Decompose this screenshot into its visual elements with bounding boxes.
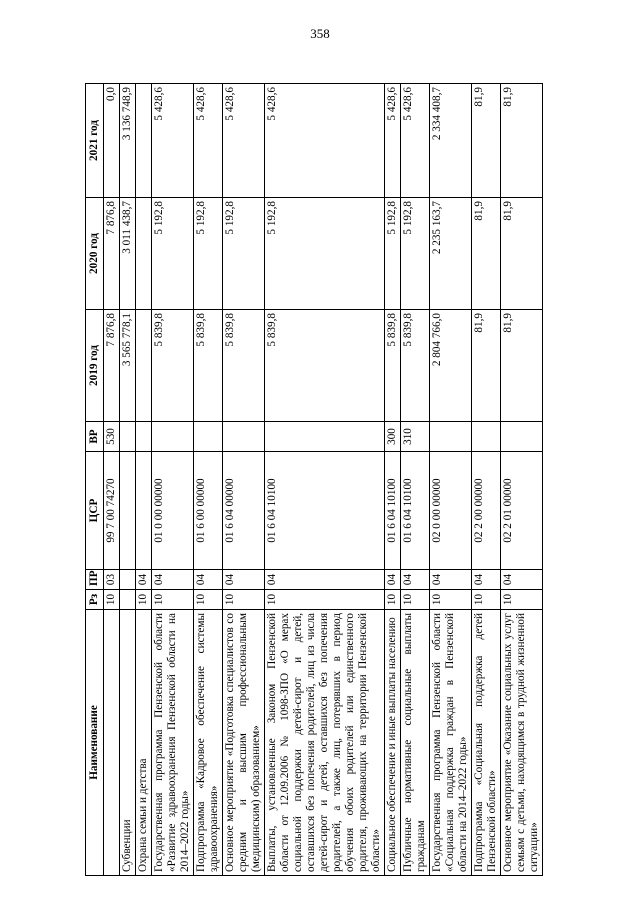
row-name: Выплаты, установленные Законом Пензенской области от 12.09.2006 № 1098-ЗПО «О мерах социальной поддержки детей-сирот и детей, оставшихся без попечения родителей, лиц из числа детей-сирот и детей, оставшихся без попечения родителей, а также лиц, потерявших в период обучения обоих родителей или единственного родителя, проживающих на территории Пензенской области» [265, 610, 385, 876]
row-rz: 10 [265, 590, 385, 610]
row-2019: 7 876,8 [104, 310, 120, 422]
row-csr: 01 0 00 00000 [152, 452, 194, 570]
rotated-table-container [85, 84, 559, 876]
row-pr: 03 [104, 570, 120, 590]
row-rz: 10 [104, 590, 120, 610]
row-vr: 300 [385, 422, 401, 452]
row-name: Социальное обеспечение и иные выплаты населению [385, 610, 401, 876]
header-2020: 2020 год [86, 198, 104, 310]
table-row [104, 84, 120, 876]
row-csr [120, 452, 136, 570]
row-rz: 10 [385, 590, 401, 610]
row-csr: 01 6 00 00000 [194, 452, 223, 570]
row-2020 [136, 198, 152, 310]
row-vr [265, 422, 385, 452]
row-name: Публичные нормативные социальные выплаты гражданам [401, 610, 430, 876]
table-row [472, 84, 501, 876]
row-name: Подпрограмма «Социальная поддержка детей Пензенской области» [472, 610, 501, 876]
row-name: Основное мероприятие «Подготовка специалистов со средним и высшим профессиональным (медицинским) образованием» [223, 610, 265, 876]
row-pr: 04 [430, 570, 472, 590]
header-pr: ПР [86, 570, 104, 590]
row-rz: 10 [430, 590, 472, 610]
row-2021: 0,0 [104, 84, 120, 198]
table-row [430, 84, 472, 876]
table-row [152, 84, 194, 876]
row-2019: 2 804 766,0 [430, 310, 472, 422]
row-2019: 81,9 [472, 310, 501, 422]
row-2020: 5 192,8 [223, 198, 265, 310]
row-vr [136, 422, 152, 452]
row-csr: 01 6 04 10100 [401, 452, 430, 570]
row-rz: 10 [401, 590, 430, 610]
row-rz: 10 [501, 590, 543, 610]
row-pr: 04 [265, 570, 385, 590]
row-rz: 10 [223, 590, 265, 610]
row-2020: 5 192,8 [194, 198, 223, 310]
header-2019: 2019 год [86, 310, 104, 422]
row-2019: 5 839,8 [223, 310, 265, 422]
row-2019: 3 565 778,1 [120, 310, 136, 422]
row-pr: 04 [136, 570, 152, 590]
row-csr [136, 452, 152, 570]
row-vr [120, 422, 136, 452]
header-csr: ЦСР [86, 452, 104, 570]
row-name: Субвенции [120, 610, 136, 876]
row-vr [223, 422, 265, 452]
row-vr [152, 422, 194, 452]
table-row [385, 84, 401, 876]
budget-table [85, 83, 543, 876]
header-rz: Рз [86, 590, 104, 610]
header-2021: 2021 год [86, 84, 104, 198]
row-rz [120, 590, 136, 610]
row-2021: 81,9 [472, 84, 501, 198]
table-row [223, 84, 265, 876]
row-name: Подпрограмма «Кадровое обеспечение системы здравоохранения» [194, 610, 223, 876]
row-2019: 5 839,8 [265, 310, 385, 422]
row-pr: 04 [401, 570, 430, 590]
row-pr: 04 [152, 570, 194, 590]
row-2020: 5 192,8 [401, 198, 430, 310]
row-csr: 02 2 01 00000 [501, 452, 543, 570]
row-name: Государственная программа Пензенской области «Развитие здравоохранения Пензенской области на 2014–2022 годы» [152, 610, 194, 876]
row-csr: 02 2 00 00000 [472, 452, 501, 570]
row-pr: 04 [472, 570, 501, 590]
row-vr [194, 422, 223, 452]
row-pr: 04 [501, 570, 543, 590]
row-rz: 10 [472, 590, 501, 610]
row-2021: 5 428,6 [194, 84, 223, 198]
row-2020: 81,9 [501, 198, 543, 310]
table-header-row [86, 84, 104, 876]
row-vr [430, 422, 472, 452]
row-rz: 10 [136, 590, 152, 610]
row-csr: 01 6 04 00000 [223, 452, 265, 570]
row-2019: 81,9 [501, 310, 543, 422]
row-vr [501, 422, 543, 452]
row-pr: 04 [194, 570, 223, 590]
row-name [104, 610, 120, 876]
row-name: Основное мероприятие «Оказание социальных услуг семьям с детьми, находящимся в трудной жизненной ситуации» [501, 610, 543, 876]
row-2021: 5 428,6 [223, 84, 265, 198]
row-2020: 5 192,8 [265, 198, 385, 310]
row-2020: 2 235 163,7 [430, 198, 472, 310]
row-2019: 5 839,8 [152, 310, 194, 422]
row-2021: 5 428,6 [152, 84, 194, 198]
row-2021: 3 136 748,9 [120, 84, 136, 198]
row-2020: 81,9 [472, 198, 501, 310]
row-2020: 5 192,8 [152, 198, 194, 310]
row-csr: 01 6 04 10100 [385, 452, 401, 570]
page-number: 358 [310, 26, 330, 41]
header-vr: ВР [86, 422, 104, 452]
row-2019: 5 839,8 [385, 310, 401, 422]
row-2019: 5 839,8 [401, 310, 430, 422]
table-row [120, 84, 136, 876]
row-2020: 3 011 438,7 [120, 198, 136, 310]
row-name: Государственная программа Пензенской области «Социальная поддержка граждан в Пензенской области на 2014–2022 годы» [430, 610, 472, 876]
row-2021: 5 428,6 [385, 84, 401, 198]
table-row [401, 84, 430, 876]
row-pr [120, 570, 136, 590]
row-pr: 04 [223, 570, 265, 590]
row-rz: 10 [152, 590, 194, 610]
row-csr: 01 6 04 10100 [265, 452, 385, 570]
row-vr [472, 422, 501, 452]
row-csr: 99 7 00 74270 [104, 452, 120, 570]
row-2021: 5 428,6 [401, 84, 430, 198]
row-2021: 81,9 [501, 84, 543, 198]
row-rz: 10 [194, 590, 223, 610]
table-row [136, 84, 152, 876]
row-2019 [136, 310, 152, 422]
table-row [194, 84, 223, 876]
row-2020: 7 876,8 [104, 198, 120, 310]
row-pr: 04 [385, 570, 401, 590]
row-2021: 5 428,6 [265, 84, 385, 198]
row-2020: 5 192,8 [385, 198, 401, 310]
row-2019: 5 839,8 [194, 310, 223, 422]
table-row [501, 84, 543, 876]
row-2021 [136, 84, 152, 198]
row-name: Охрана семьи и детства [136, 610, 152, 876]
table-row [265, 84, 385, 876]
row-csr: 02 0 00 00000 [430, 452, 472, 570]
header-name: Наименование [86, 610, 104, 876]
row-vr: 530 [104, 422, 120, 452]
row-vr: 310 [401, 422, 430, 452]
row-2021: 2 334 408,7 [430, 84, 472, 198]
